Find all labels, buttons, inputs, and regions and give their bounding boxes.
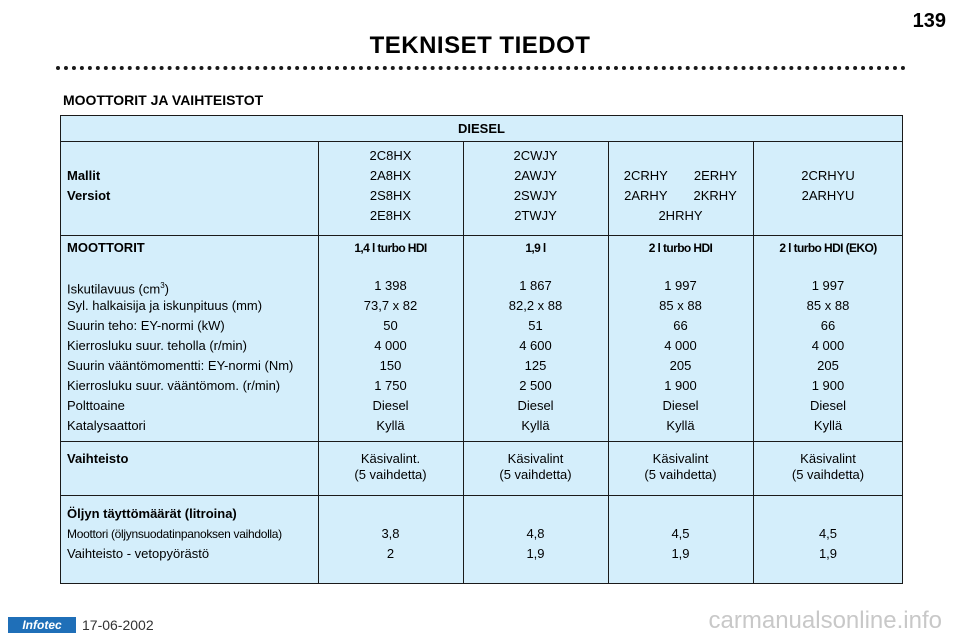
model-col-4: 2CRHYU 2ARHYU xyxy=(801,168,855,203)
page-title: TEKNISET TIEDOT xyxy=(369,32,591,59)
model-col-3: 2CRHY 2ERHY 2ARHY 2KRHY 2HRHY xyxy=(623,168,738,223)
spec-label: Moottori (öljynsuodatinpanoksen vaihdolla) xyxy=(67,527,282,541)
spec-label: Kierrosluku suur. vääntömom. (r/min) xyxy=(67,378,281,393)
spec-label: Suurin vääntömomentti: EY-normi (Nm) xyxy=(67,358,294,373)
spec-table xyxy=(60,115,903,584)
spec-label: Vaihteisto - vetopyörästö xyxy=(67,546,210,561)
table-header-diesel: DIESEL xyxy=(61,116,902,142)
models-row xyxy=(61,142,902,236)
page-number: 139 xyxy=(912,10,946,32)
spec-label: Suurin teho: EY-normi (kW) xyxy=(67,318,225,333)
engine-row xyxy=(61,236,902,442)
model-col-2: 2CWJY 2AWJY 2SWJY 2TWJY xyxy=(513,148,558,223)
oil-row: Öljyn täyttömäärät (litroina) Moottori (öljynsuodatinpanoksen vaihdolla) Vaihteisto - vetopyörästö 3,8 2 4,8 1,9 4,5 1,9 4,5 1,9 xyxy=(61,496,902,583)
engine-col-2: 1,9 l 1 867 82,2 x 88 51 4 600 125 2 500 Diesel Kyllä xyxy=(508,241,563,433)
dotted-divider xyxy=(56,66,906,70)
section-title: MOOTTORIT JA VAIHTEISTOT xyxy=(63,92,264,108)
label-mallit: Mallit xyxy=(67,168,101,183)
spec-label: Syl. halkaisija ja iskunpituus (mm) xyxy=(67,298,263,313)
column-divider xyxy=(463,141,464,583)
label-moottorit: MOOTTORIT xyxy=(67,240,145,255)
column-divider xyxy=(753,141,754,583)
label-vaihteisto: Vaihteisto xyxy=(67,451,129,466)
infotec-logo: Infotec xyxy=(8,617,76,633)
model-col-1: 2C8HX 2A8HX 2S8HX 2E8HX xyxy=(369,148,412,223)
spec-label: Katalysaattori xyxy=(67,418,146,433)
label-oil: Öljyn täyttömäärät (litroina) xyxy=(67,506,237,521)
engine-col-3: 2 l turbo HDI 1 997 85 x 88 66 4 000 205 1 900 Diesel Kyllä xyxy=(648,241,713,433)
watermark: carmanualsonline.info xyxy=(708,607,942,634)
engine-col-4: 2 l turbo HDI (EKO) 1 997 85 x 88 66 4 000 205 1 900 Diesel Kyllä xyxy=(779,241,877,433)
footer-date: 17-06-2002 xyxy=(82,617,154,633)
column-divider xyxy=(608,141,609,583)
column-divider xyxy=(318,141,319,583)
spec-label: Polttoaine xyxy=(67,398,125,413)
spec-label: Kierrosluku suur. teholla (r/min) xyxy=(67,338,247,353)
label-versiot: Versiot xyxy=(67,188,111,203)
engine-col-1: 1,4 l turbo HDI 1 398 73,7 x 82 50 4 000 150 1 750 Diesel Kyllä xyxy=(354,241,427,433)
gearbox-row: Vaihteisto Käsivalint. (5 vaihdetta) Käsivalint (5 vaihdetta) Käsivalint (5 vaihdetta) Käsivalint (5 vaihdetta) xyxy=(61,442,902,496)
spec-label: Iskutilavuus $(cm^3)$ xyxy=(67,281,169,297)
